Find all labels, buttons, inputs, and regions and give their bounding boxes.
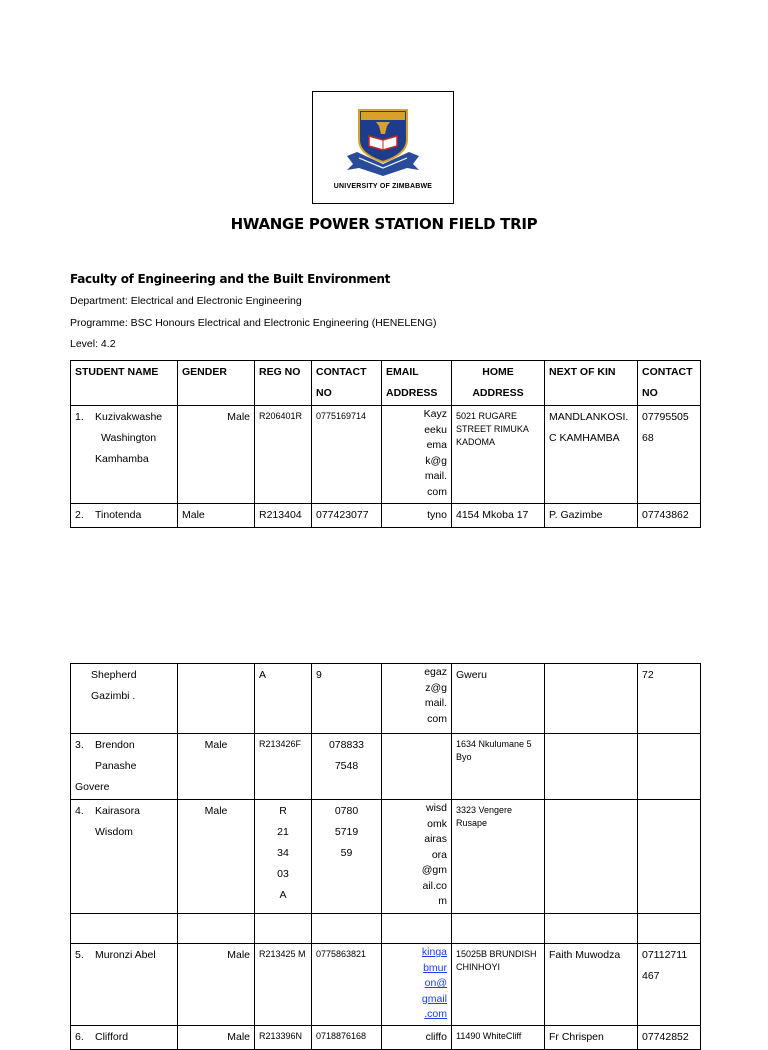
home-address-cell: 4154 Mkoba 17: [452, 504, 545, 528]
header-gender: GENDER: [178, 361, 255, 406]
document-title: HWANGE POWER STATION FIELD TRIP: [230, 215, 538, 233]
kin-contact-cell: 07743862: [638, 504, 701, 528]
student-table-page1: [70, 360, 701, 528]
gender-cell: Male: [178, 944, 255, 1026]
next-of-kin-cell: P. Gazimbe: [545, 504, 638, 528]
contact-cell: 077423077: [312, 504, 382, 528]
email-cell: egaz z@g mail. com: [382, 664, 452, 734]
next-of-kin-cell: Faith Muwodza: [545, 944, 638, 1026]
student-name-cell: 2. Tinotenda: [71, 504, 178, 528]
student-table-page2: [70, 663, 701, 1050]
kin-contact-cell: [638, 800, 701, 914]
reg-no-cell: R206401R: [255, 406, 312, 504]
reg-no-cell: A: [255, 664, 312, 734]
empty-cell: [545, 914, 638, 944]
header-next-of-kin: NEXT OF KIN: [545, 361, 638, 406]
contact-cell: 9: [312, 664, 382, 734]
department-line: Department: Electrical and Electronic Engineering: [70, 295, 302, 307]
reg-no-cell: R213426F: [255, 734, 312, 800]
header-home-address: HOME ADDRESS: [452, 361, 545, 406]
kin-contact-cell: 07112711 467: [638, 944, 701, 1026]
header-kin-contact-no: CONTACT NO: [638, 361, 701, 406]
contact-cell: 0780 5719 59: [312, 800, 382, 914]
contact-cell: 0718876168: [312, 1026, 382, 1050]
contact-cell: 0775169714: [312, 406, 382, 504]
next-of-kin-cell: [545, 664, 638, 734]
student-name-cell: Shepherd Gazimbi .: [71, 664, 178, 734]
next-of-kin-cell: [545, 734, 638, 800]
table-row: [71, 406, 701, 504]
empty-cell: [312, 914, 382, 944]
gender-cell: Male: [178, 504, 255, 528]
empty-cell: [638, 914, 701, 944]
email-link[interactable]: kinga bmur on@ gmail .com: [382, 944, 452, 1026]
header-reg-no: REG NO: [255, 361, 312, 406]
empty-cell: [382, 914, 452, 944]
level-line: Level: 4.2: [70, 338, 116, 350]
home-address-cell: 1634 Nkulumane 5 Byo: [452, 734, 545, 800]
kin-contact-cell: 72: [638, 664, 701, 734]
reg-no-cell: R 21 34 03 A: [255, 800, 312, 914]
next-of-kin-cell: Fr Chrispen: [545, 1026, 638, 1050]
student-name-cell: 3. Brendon Panashe Govere: [71, 734, 178, 800]
reg-no-cell: R213425 M: [255, 944, 312, 1026]
email-cell: tyno: [382, 504, 452, 528]
university-logo: [312, 91, 454, 204]
table-row: [71, 734, 701, 800]
email-cell: [382, 734, 452, 800]
empty-cell: [452, 914, 545, 944]
student-name-cell: 1. Kuzivakwashe Washington Kamhamba: [71, 406, 178, 504]
student-name-cell: 6. Clifford: [71, 1026, 178, 1050]
table-row: [71, 664, 701, 734]
table-row: [71, 504, 701, 528]
next-of-kin-cell: MANDLANKOSI.C KAMHAMBA: [545, 406, 638, 504]
empty-cell: [178, 914, 255, 944]
table-row: [71, 1026, 701, 1050]
header-contact-no: CONTACT NO: [312, 361, 382, 406]
home-address-cell: 3323 Vengere Rusape: [452, 800, 545, 914]
email-cell: Kayz eeku ema k@g mail. com: [382, 406, 452, 504]
gender-cell: [178, 664, 255, 734]
gender-cell: Male: [178, 734, 255, 800]
faculty-heading: Faculty of Engineering and the Built Environment: [70, 272, 391, 286]
kin-contact-cell: [638, 734, 701, 800]
logo-caption: UNIVERSITY OF ZIMBABWE: [333, 183, 433, 190]
kin-contact-cell: 07795505 68: [638, 406, 701, 504]
gender-cell: Male: [178, 1026, 255, 1050]
table-row-empty: [71, 914, 701, 944]
empty-cell: [71, 914, 178, 944]
gender-cell: Male: [178, 406, 255, 504]
gender-cell: Male: [178, 800, 255, 914]
home-address-cell: Gweru: [452, 664, 545, 734]
programme-line: Programme: BSC Honours Electrical and Electronic Engineering (HENELENG): [70, 317, 437, 329]
contact-cell: 078833 7548: [312, 734, 382, 800]
next-of-kin-cell: [545, 800, 638, 914]
reg-no-cell: R213404: [255, 504, 312, 528]
reg-no-cell: R213396N: [255, 1026, 312, 1050]
kin-contact-cell: 07742852: [638, 1026, 701, 1050]
header-email-address: EMAIL ADDRESS: [382, 361, 452, 406]
student-name-cell: 4. Kairasora Wisdom: [71, 800, 178, 914]
contact-cell: 0775863821: [312, 944, 382, 1026]
home-address-cell: 15025B BRUNDISH CHINHOYI: [452, 944, 545, 1026]
email-cell: cliffo: [382, 1026, 452, 1050]
header-student-name: STUDENT NAME: [71, 361, 178, 406]
table-header-row: [71, 361, 701, 406]
email-cell: wisd omk airas ora @gm ail.co m: [382, 800, 452, 914]
student-name-cell: 5. Muronzi Abel: [71, 944, 178, 1026]
table-row: [71, 800, 701, 914]
home-address-cell: 11490 WhiteCliff: [452, 1026, 545, 1050]
table-row: [71, 944, 701, 1026]
home-address-cell: 5021 RUGARE STREET RIMUKA KADOMA: [452, 406, 545, 504]
empty-cell: [255, 914, 312, 944]
